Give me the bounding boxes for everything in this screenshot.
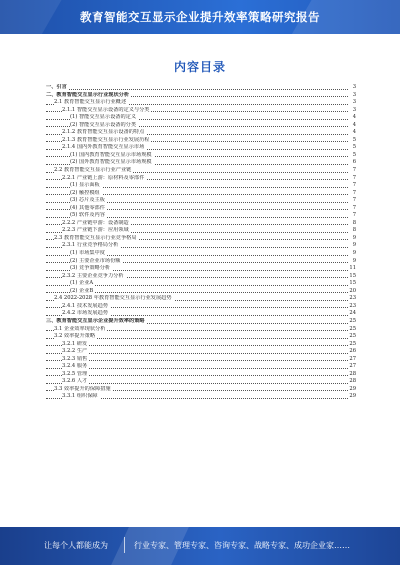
toc-page-number: 26 bbox=[349, 348, 356, 355]
toc-entry[interactable] bbox=[46, 258, 356, 266]
toc-entry[interactable] bbox=[46, 318, 356, 326]
toc-entry-text: 2.1 教育智能交互显示行业概述 bbox=[54, 99, 127, 106]
toc-entry-text: 2.1.4 国内外教育智能交互显示市场 bbox=[62, 144, 145, 151]
toc-page-number: 25 bbox=[349, 317, 356, 324]
toc-entry-text: (3) 竞争策略分析 bbox=[70, 265, 111, 272]
toc-page-number: 7 bbox=[352, 182, 356, 189]
toc-leader-dots bbox=[46, 368, 348, 369]
toc-page-number: 20 bbox=[349, 287, 356, 294]
toc-entry[interactable] bbox=[46, 310, 356, 318]
toc-page-number: 4 bbox=[352, 121, 356, 128]
toc-page-number: 29 bbox=[349, 393, 356, 400]
table-of-contents bbox=[46, 84, 356, 401]
toc-entry-text: (2) 国外教育智能交互显示市场规模 bbox=[70, 159, 152, 166]
toc-entry[interactable] bbox=[46, 371, 356, 379]
toc-page-number: 27 bbox=[349, 355, 356, 362]
toc-entry[interactable] bbox=[46, 386, 356, 394]
toc-entry-text: (4) 其他零部件 bbox=[70, 204, 105, 211]
toc-entry[interactable] bbox=[46, 250, 356, 258]
toc-entry[interactable] bbox=[46, 182, 356, 190]
toc-page-number: 11 bbox=[349, 265, 356, 272]
toc-entry[interactable] bbox=[46, 99, 356, 107]
toc-entry-text: 3.2.3 销售 bbox=[62, 355, 88, 362]
toc-page-number: 29 bbox=[349, 385, 356, 392]
toc-entry-text: 2.4.1 技术发展趋势 bbox=[62, 302, 108, 309]
toc-page-number: 27 bbox=[349, 363, 356, 370]
toc-entry-text: 3.2.2 生产 bbox=[62, 348, 88, 355]
toc-entry-text: 2.4 2022-2028 年教育智能交互显示行业发展趋势 bbox=[54, 295, 172, 302]
toc-page-number: 5 bbox=[352, 144, 356, 151]
toc-entry[interactable] bbox=[46, 280, 356, 288]
toc-entry[interactable] bbox=[46, 333, 356, 341]
toc-page-number: 25 bbox=[349, 333, 356, 340]
toc-page-number: 24 bbox=[349, 310, 356, 317]
toc-page-number: 5 bbox=[352, 136, 356, 143]
toc-leader-dots bbox=[46, 360, 348, 361]
toc-page-number: 15 bbox=[349, 280, 356, 287]
toc-entry-text: 3.2.1 研发 bbox=[62, 340, 88, 347]
toc-entry[interactable] bbox=[46, 144, 356, 152]
toc-entry-text: 3.1 企业效率现状分析 bbox=[54, 325, 106, 332]
toc-page-number: 23 bbox=[349, 302, 356, 309]
toc-entry-text: 3.2.5 管理 bbox=[62, 370, 88, 377]
toc-page-number: 15 bbox=[349, 272, 356, 279]
toc-page-number: 23 bbox=[349, 295, 356, 302]
toc-entry-text: (2) 智能交互显示设备的分类 bbox=[70, 121, 137, 128]
toc-entry[interactable] bbox=[46, 326, 356, 334]
toc-entry[interactable] bbox=[46, 220, 356, 228]
toc-entry-text: 2.2 教育智能交互显示行业产业链 bbox=[54, 167, 132, 174]
toc-entry-text: (1) 企业A bbox=[70, 280, 94, 287]
toc-page-number: 28 bbox=[349, 370, 356, 377]
toc-page-number: 3 bbox=[352, 91, 356, 98]
toc-entry[interactable] bbox=[46, 341, 356, 349]
toc-page-number: 3 bbox=[352, 106, 356, 113]
toc-entry[interactable] bbox=[46, 242, 356, 250]
toc-entry-text: (1) 市场集中度 bbox=[70, 250, 105, 257]
toc-entry[interactable] bbox=[46, 114, 356, 122]
toc-entry-text: 2.4.2 市场发展趋势 bbox=[62, 310, 108, 317]
toc-page-number: 6 bbox=[352, 159, 356, 166]
toc-heading: 内容目录 bbox=[173, 60, 226, 74]
toc-page-number: 7 bbox=[352, 204, 356, 211]
toc-entry[interactable] bbox=[46, 152, 356, 160]
toc-entry[interactable] bbox=[46, 363, 356, 371]
toc-entry-text: (2) 企业B bbox=[70, 287, 94, 294]
toc-entry-text: 3.3 效率提升的保障措施 bbox=[54, 385, 111, 392]
toc-entry[interactable] bbox=[46, 159, 356, 167]
toc-page-number: 9 bbox=[352, 250, 356, 257]
toc-entry-text: 一、引言 bbox=[46, 84, 67, 90]
toc-entry-text: 2.1.1 智能交互显示设备的定义与分类 bbox=[62, 106, 150, 113]
toc-entry[interactable] bbox=[46, 288, 356, 296]
toc-page-number: 25 bbox=[349, 325, 356, 332]
toc-entry[interactable] bbox=[46, 235, 356, 243]
toc-entry-text: (1) 显示面板 bbox=[70, 182, 100, 189]
toc-page-number: 9 bbox=[352, 257, 356, 264]
report-header bbox=[0, 0, 400, 34]
toc-entry-text: (1) 智能交互显示设备的定义 bbox=[70, 114, 137, 121]
toc-entry-text: 二、教育智能交互显示行业现状分析 bbox=[46, 91, 130, 98]
toc-entry[interactable] bbox=[46, 129, 356, 137]
toc-entry[interactable] bbox=[46, 167, 356, 175]
toc-entry-text: (5) 软件及内容 bbox=[70, 212, 105, 219]
toc-leader-dots bbox=[46, 383, 348, 384]
toc-page-number: 8 bbox=[352, 219, 356, 226]
toc-page-number: 9 bbox=[352, 234, 356, 241]
toc-page-number: 7 bbox=[352, 174, 356, 181]
toc-entry[interactable] bbox=[46, 197, 356, 205]
toc-entry-text: (2) 触控模组 bbox=[70, 189, 100, 196]
toc-entry[interactable] bbox=[46, 227, 356, 235]
toc-entry[interactable] bbox=[46, 92, 356, 100]
toc-page-number: 3 bbox=[352, 84, 356, 90]
toc-page-number: 8 bbox=[352, 227, 356, 234]
toc-entry[interactable] bbox=[46, 303, 356, 311]
toc-entry[interactable] bbox=[46, 295, 356, 303]
toc-leader-dots bbox=[46, 375, 348, 376]
toc-page-number: 7 bbox=[352, 189, 356, 196]
footer-slogan-right: 行业专家、管理专家、咨询专家、战略专家、成功企业家…… bbox=[134, 541, 350, 550]
toc-leader-dots bbox=[46, 89, 348, 90]
toc-entry[interactable] bbox=[46, 175, 356, 183]
toc-entry-text: 2.1.3 教育智能交互显示行业发展历程 bbox=[62, 136, 150, 143]
footer-slogan-left: 让每个人都能成为 bbox=[44, 541, 108, 550]
toc-page-number: 9 bbox=[352, 242, 356, 249]
toc-entry-text: 2.2.3 产业链下游：应用领域 bbox=[62, 227, 129, 234]
toc-entry[interactable] bbox=[46, 84, 356, 92]
toc-entry[interactable] bbox=[46, 137, 356, 145]
report-title: 教育智能交互显示企业提升效率策略研究报告 bbox=[80, 10, 320, 24]
toc-entry-text: 2.3.1 行业竞争格局分析 bbox=[62, 242, 119, 249]
toc-leader-dots bbox=[46, 353, 348, 354]
toc-entry-text: 2.3 教育智能交互显示行业竞争格局 bbox=[54, 234, 137, 241]
toc-entry-text: (1) 国内教育智能交互显示市场规模 bbox=[70, 151, 152, 158]
toc-entry-text: 3.2.4 服务 bbox=[62, 363, 88, 370]
toc-entry[interactable] bbox=[46, 393, 356, 401]
toc-page-number: 25 bbox=[349, 340, 356, 347]
toc-page-number: 7 bbox=[352, 212, 356, 219]
toc-page-number: 4 bbox=[352, 129, 356, 136]
toc-entry-text: 2.2.2 产业链中游：设备制造 bbox=[62, 219, 129, 226]
toc-page-number: 5 bbox=[352, 151, 356, 158]
toc-entry[interactable] bbox=[46, 378, 356, 386]
toc-entry[interactable] bbox=[46, 356, 356, 364]
toc-entry-text: 2.3.2 主要企业竞争力分析 bbox=[62, 272, 124, 279]
toc-page-number: 4 bbox=[352, 114, 356, 121]
toc-entry-text: (2) 主要企业市场份额 bbox=[70, 257, 121, 264]
toc-entry-text: 2.2.1 产业链上游：原材料及零部件 bbox=[62, 174, 145, 181]
toc-entry[interactable] bbox=[46, 122, 356, 130]
toc-entry[interactable] bbox=[46, 212, 356, 220]
toc-page-number: 3 bbox=[352, 99, 356, 106]
toc-entry[interactable] bbox=[46, 348, 356, 356]
toc-entry-text: 2.1.2 教育智能交互显示设备的特点 bbox=[62, 129, 145, 136]
toc-leader-dots bbox=[46, 345, 348, 346]
toc-entry[interactable] bbox=[46, 273, 356, 281]
toc-page-number: 28 bbox=[349, 378, 356, 385]
toc-entry-text: (3) 芯片及主板 bbox=[70, 197, 105, 204]
toc-page-number: 7 bbox=[352, 167, 356, 174]
toc-entry[interactable] bbox=[46, 190, 356, 198]
toc-entry-text: 3.3.1 组织保障 bbox=[62, 393, 98, 400]
footer-divider bbox=[124, 537, 125, 553]
toc-entry[interactable] bbox=[46, 265, 356, 273]
toc-page-number: 7 bbox=[352, 197, 356, 204]
toc-entry[interactable] bbox=[46, 205, 356, 213]
report-footer bbox=[0, 527, 400, 565]
toc-entry-text: 3.2.6 人才 bbox=[62, 378, 88, 385]
toc-entry[interactable] bbox=[46, 107, 356, 115]
toc-entry-text: 三、教育智能交互显示企业提升效率的策略 bbox=[46, 317, 145, 324]
toc-entry-text: 3.2 效率提升策略 bbox=[54, 333, 96, 340]
